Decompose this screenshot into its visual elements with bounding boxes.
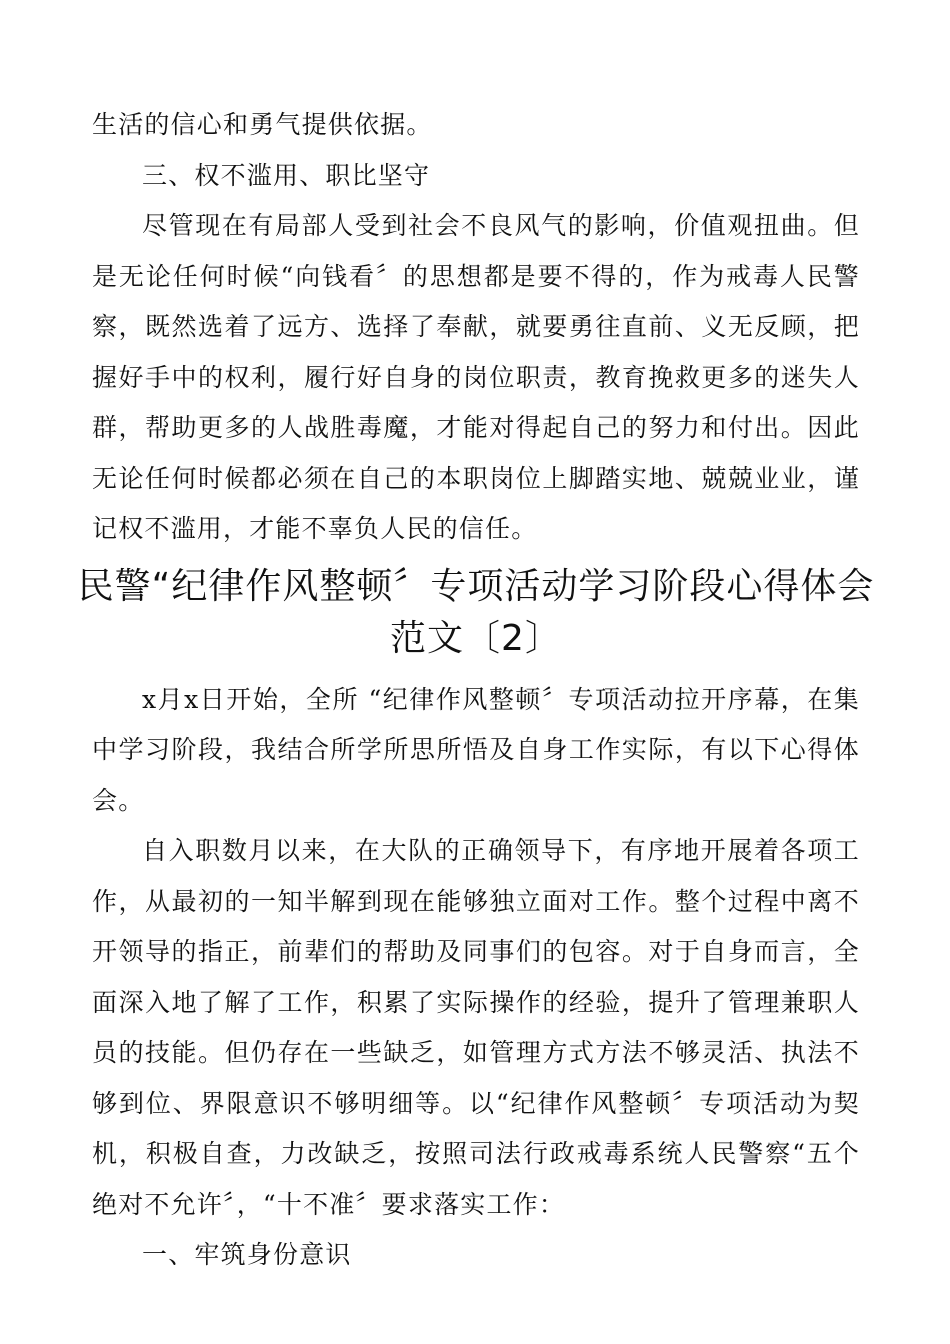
intro-paragraph: x月x日开始，全所 “纪律作风整顿〞专项活动拉开序幕，在集中学习阶段，我结合所学所思所悟及自身工作实际，有以下心得体会。 <box>92 684 860 815</box>
article-title: 民警“纪律作风整顿〞专项活动学习阶段心得体会范文〔2〕 <box>77 565 875 659</box>
body-paragraph: 自入职数月以来，在大队的正确领导下，有序地开展着各项工作，从最初的一知半解到现在能够独立面对工作。整个过程中离不开领导的指正，前辈们的帮助及同事们的包容。对于自身而言，全面深入地了解了工作，积累了实际操作的经验，提升了管理兼职人员的技能。但仍存在一些缺乏，如管理方式方法不够灵活、执法不够到位、界限意识不够明细等。以“纪律作风整顿〞专项活动为契机，积极自查，力改缺乏，按照司法行政戒毒系统人民警察“五个绝对不允许〞，“十不准〞要求落实工作： <box>92 836 860 1219</box>
section-3-body: 尽管现在有局部人受到社会不良风气的影响，价值观扭曲。但是无论任何时候“向钱看〞的思想都是要不得的，作为戒毒人民警察，既然选着了远方、选择了奉献，就要勇往直前、义无反顾，把握好手中的权利，履行好自身的岗位职责，教育挽救更多的迷失人群，帮助更多的人战胜毒魔，才能对得起自己的努力和付出。因此无论任何时候都必须在自己的本职岗位上脚踏实地、兢兢业业，谨记权不滥用，才能不辜负人民的信任。 <box>92 211 860 543</box>
continued-paragraph: 生活的信心和勇气提供依据。 <box>92 110 433 139</box>
document-page <box>77 100 875 1281</box>
section-1-heading: 一、牢筑身份意识 <box>142 1240 352 1269</box>
section-3-heading: 三、权不滥用、职比坚守 <box>142 160 431 190</box>
